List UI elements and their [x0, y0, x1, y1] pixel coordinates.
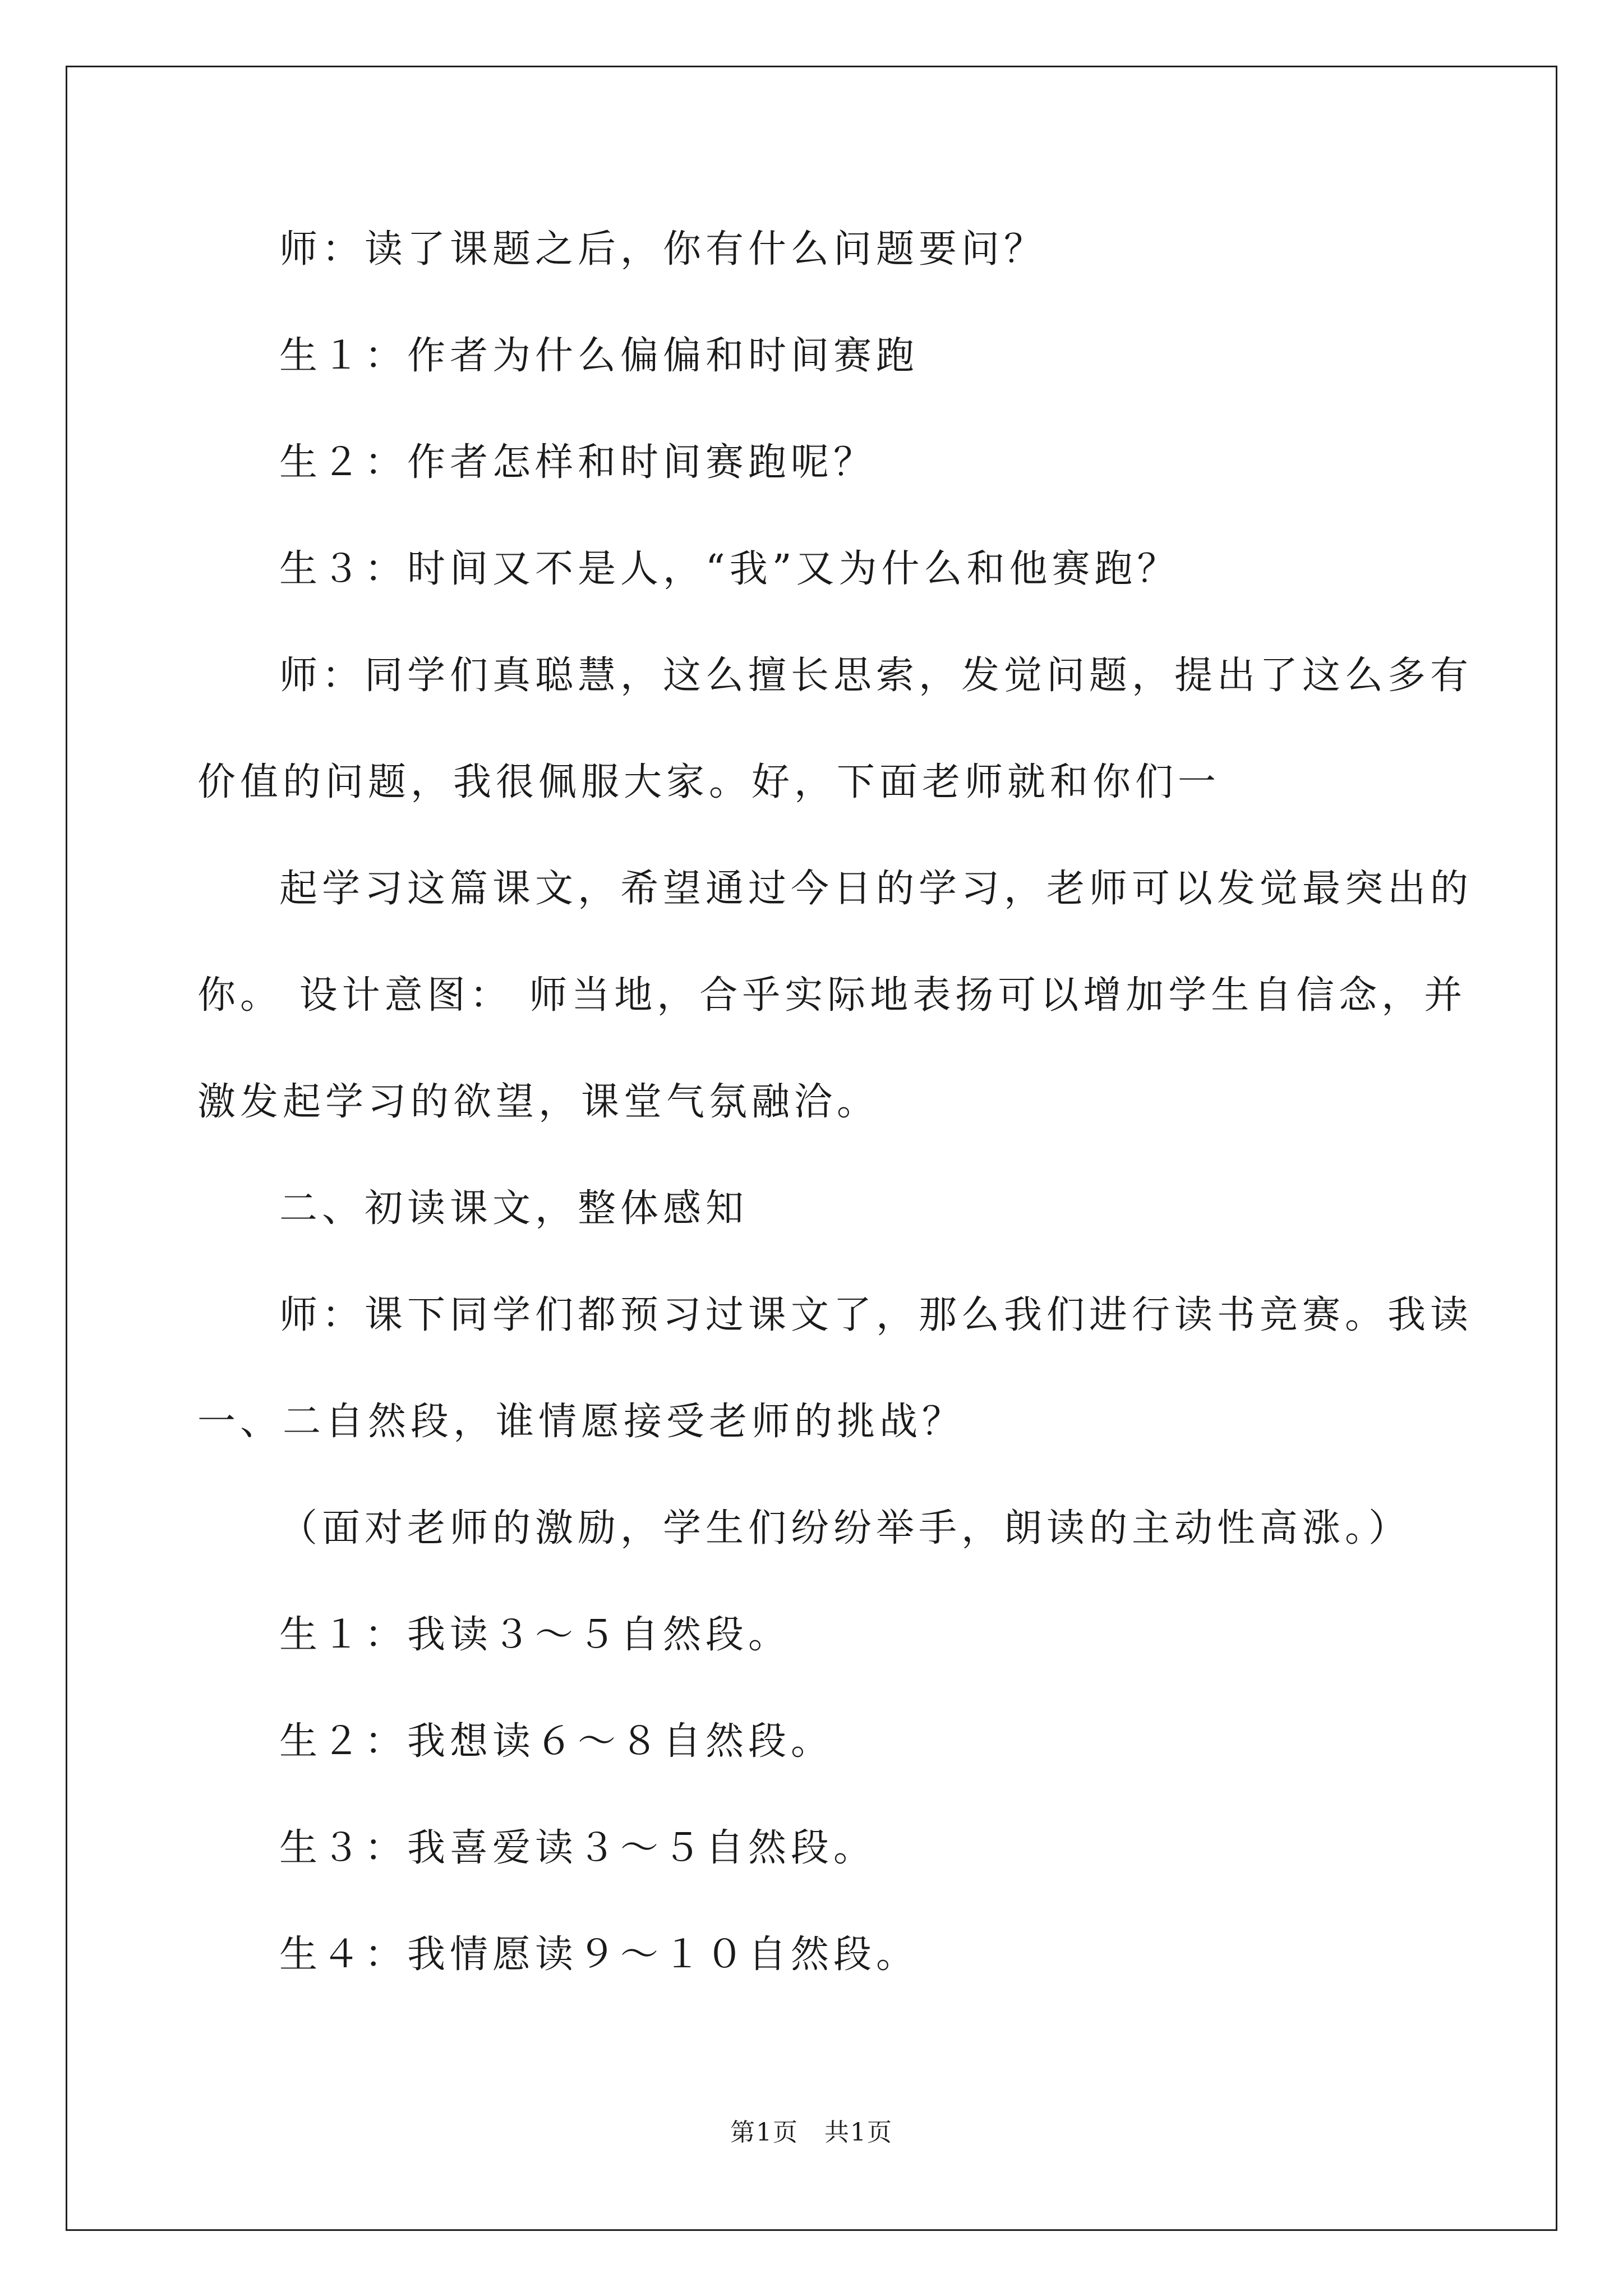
page-number-footer: 第1页 共1页: [730, 2118, 893, 2147]
text-line: 师：同学们真聪慧，这么擅长思索，发觉问题，提出了这么多有: [279, 654, 1473, 698]
text-line: （面对老师的激励，学生们纷纷举手，朗读的主动性高涨。）: [279, 1506, 1412, 1550]
text-line: 起学习这篇课文，希望通过今日的学习，老师可以发觉最突出的: [279, 867, 1473, 911]
text-line: 生３：时间又不是人，“我”又为什么和他赛跑？: [279, 547, 1180, 591]
text-line: 生１：我读３～５自然段。: [279, 1613, 791, 1657]
text-line: 生３：我喜爱读３～５自然段。: [279, 1826, 877, 1870]
text-line: 生２：作者怎样和时间赛跑呢？: [279, 440, 877, 485]
text-line: 激发起学习的欲望，课堂气氛融洽。: [197, 1080, 880, 1124]
text-line: 价值的问题，我很佩服大家。好，下面老师就和你们一: [197, 760, 1221, 804]
text-line: 生４：我情愿读９～１０自然段。: [279, 1932, 919, 1977]
page-frame: [66, 66, 1557, 2231]
text-line: 你。 设计意图： 师当地，合乎实际地表扬可以增加学生自信念，并: [197, 973, 1467, 1018]
text-line: 师：课下同学们都预习过课文了，那么我们进行读书竞赛。我读: [279, 1293, 1473, 1337]
text-line: 生２：我想读６～８自然段。: [279, 1719, 834, 1764]
section-heading: 二、初读课文，整体感知: [279, 1186, 749, 1231]
text-line: 生１：作者为什么偏偏和时间赛跑: [279, 334, 919, 378]
text-line: 一、二自然段，谁情愿接受老师的挑战？: [197, 1400, 965, 1444]
text-line: 师：读了课题之后，你有什么问题要问？: [279, 227, 1047, 272]
